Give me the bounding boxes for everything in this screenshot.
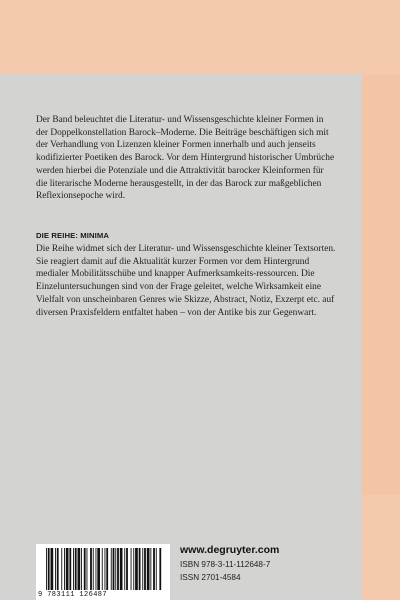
- publisher-url[interactable]: www.degruyter.com: [180, 544, 280, 556]
- book-description: Der Band beleuchtet die Literatur- und Wissensgeschichte kleiner Formen in der Doppelkonstellation Barock–Moderne. Die Beiträge beschäftigen sich mit der Verhandlung von Lizenzen kleiner Formen innerhalb und auch jenseits kodifizierter Poetiken des Barock. Vor dem Hintergrund historischer Umbrüche werden hierbei die Potenziale und die Attraktivität barocker Kleinformen für die literarische Moderne herausgestellt, in der das Barock zur maßgeblichen Reflexionsepoche wird.: [36, 115, 335, 202]
- barcode-bars: [36, 544, 170, 591]
- series-heading: DIE REIHE: MINIMA: [36, 231, 110, 240]
- barcode: [36, 544, 170, 600]
- pink-flap-panel: [360, 75, 400, 495]
- barcode-digits: 9 783111 126487: [38, 591, 108, 599]
- isbn-number: ISBN 978-3-11-112648-7: [180, 560, 271, 569]
- series-description: Die Reihe widmet sich der Literatur- und Wissensgeschichte kleiner Textsorten. Sie reagiert damit auf die Aktualität kurzer Formen vor dem Hintergrund medialer Mobilitätsschübe und knapper Aufmerksamkeits-ressourcen. Die Einzeluntersuchungen sind von der Frage geleitet, welche Wirksamkeit eine Vielfalt von unscheinbaren Genres wie Skizze, Abstract, Notiz, Exzerpt etc. auf diversen Praxisfeldern entfaltet haben – von der Antike bis zur Gegenwart.: [36, 244, 336, 318]
- issn-number: ISSN 2701-4584: [180, 573, 241, 582]
